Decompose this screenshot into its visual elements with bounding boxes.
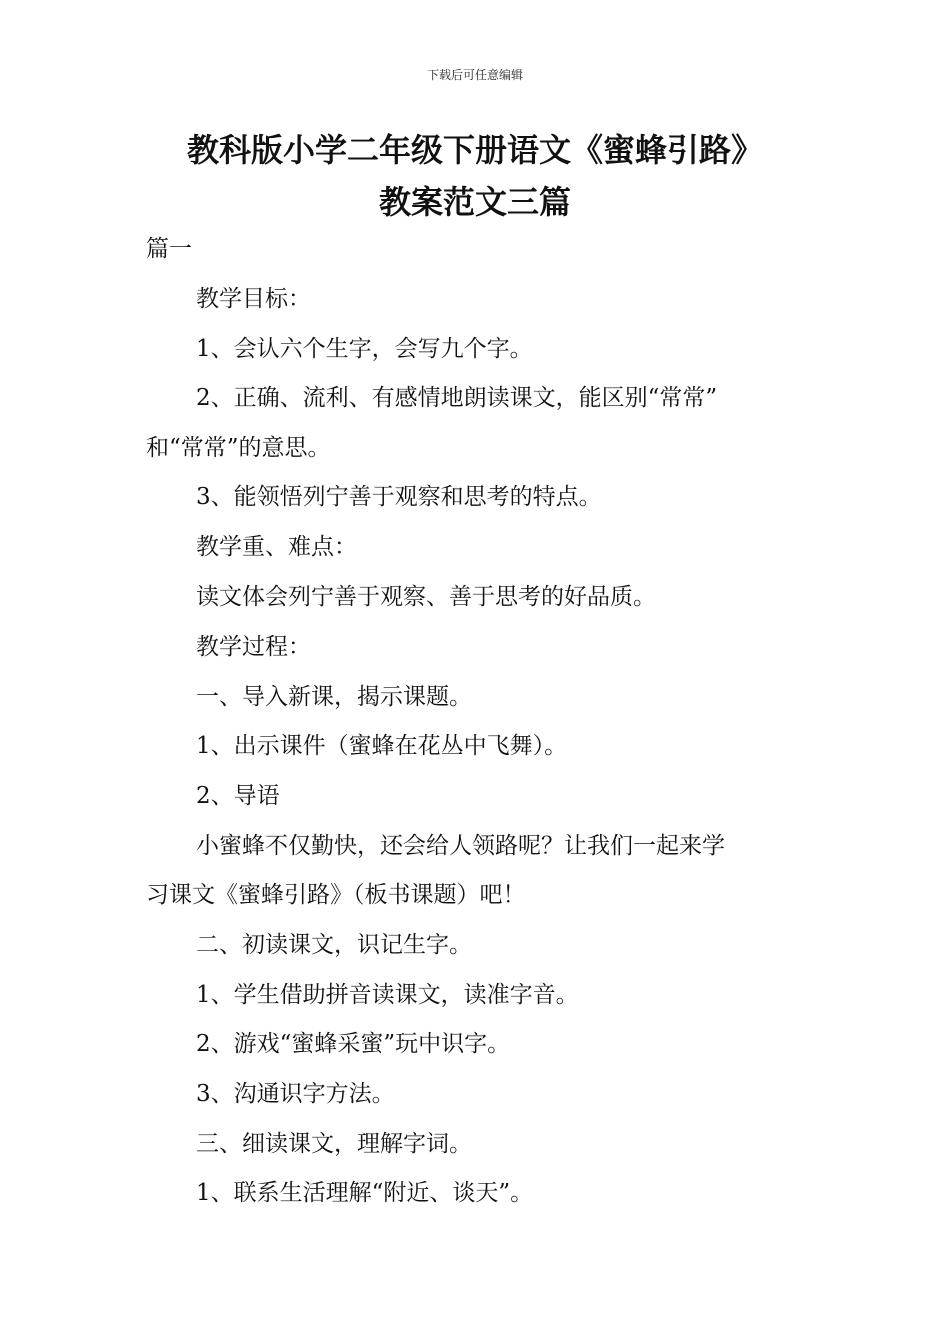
paragraph-line: 教学过程： <box>196 634 311 660</box>
page-header-note: 下载后可任意编辑 <box>426 68 523 82</box>
paragraph-line: 一、导入新课，揭示课题。 <box>196 684 472 710</box>
paragraph-line: 习课文《蜜蜂引路》（板书课题）吧！ <box>146 882 526 908</box>
paragraph-line: 1、学生借助拼音读课文，读准字音。 <box>196 982 579 1008</box>
paragraph-line: 三、细读课文，理解字词。 <box>196 1131 472 1157</box>
paragraph-line: 读文体会列宁善于观察、善于思考的好品质。 <box>196 584 656 610</box>
paragraph-line: 2、导语 <box>196 783 280 809</box>
paragraph-line: 教学重、难点： <box>196 534 357 560</box>
paragraph-line: 1、出示课件（蜜蜂在花丛中飞舞）。 <box>196 733 568 759</box>
document-title-line-2: 教案范文三篇 <box>378 183 571 221</box>
paragraph-line: 1、会认六个生字，会写九个字。 <box>196 336 533 362</box>
document-title-line-1: 教科版小学二年级下册语文《蜜蜂引路》 <box>186 131 763 169</box>
paragraph-line: 2、正确、流利、有感情地朗读课文，能区别“常常” <box>196 385 718 411</box>
paragraph-line: 教学目标： <box>196 286 311 312</box>
paragraph-line: 小蜜蜂不仅勤快，还会给人领路呢？让我们一起来学 <box>196 833 725 859</box>
paragraph-line: 3、沟通识字方法。 <box>196 1081 395 1107</box>
paragraph-line: 1、联系生活理解“附近、谈天”。 <box>196 1180 534 1206</box>
paragraph-line: 3、能领悟列宁善于观察和思考的特点。 <box>196 484 602 510</box>
paragraph-line: 和“常常”的意思。 <box>146 435 331 461</box>
section-label: 篇一 <box>146 236 192 262</box>
paragraph-line: 二、初读课文，识记生字。 <box>196 932 472 958</box>
paragraph-line: 2、游戏“蜜蜂采蜜”玩中识字。 <box>196 1031 511 1057</box>
